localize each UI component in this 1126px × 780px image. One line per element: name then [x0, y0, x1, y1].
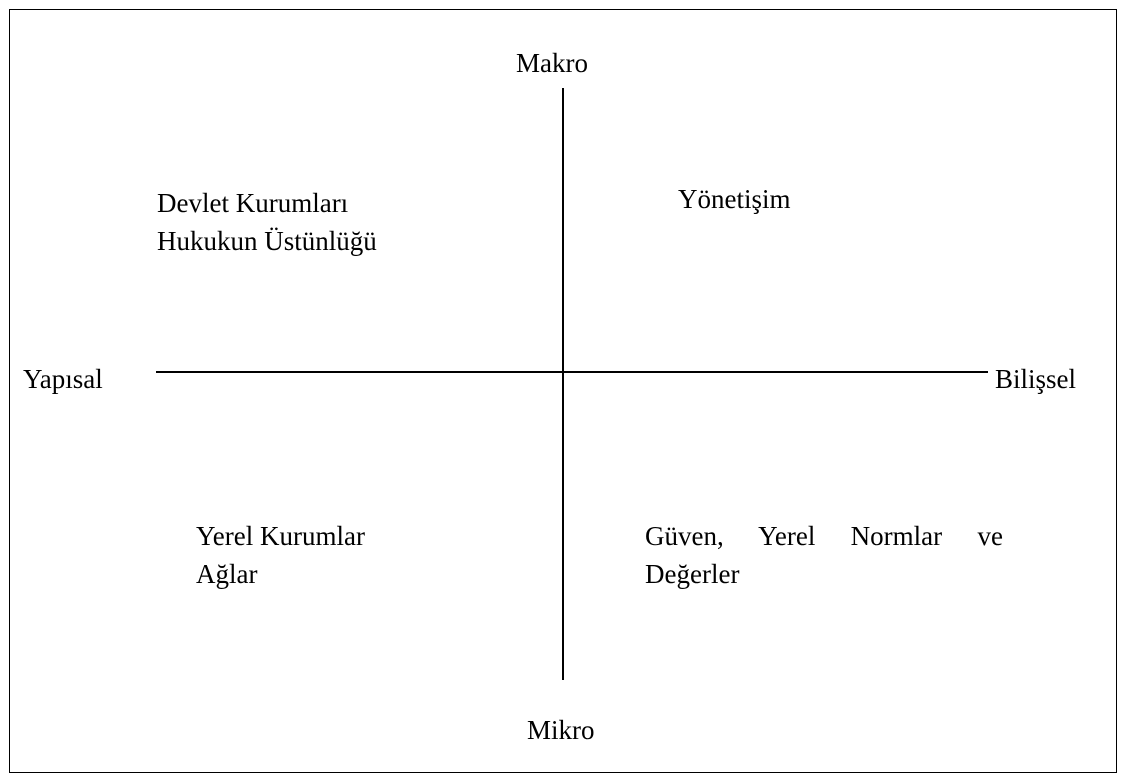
quadrant-bottom-left-line-1: Yerel Kurumlar	[196, 521, 365, 551]
axis-label-top: Makro	[516, 48, 588, 78]
quadrant-bottom-right	[645, 517, 1003, 593]
vertical-axis-line	[562, 88, 564, 680]
quadrant-top-left-line-2: Hukukun Üstünlüğü	[157, 226, 377, 256]
quadrant-top-right-line-1: Yönetişim	[678, 184, 791, 214]
quadrant-top-left-line-1: Devlet Kurumları	[157, 188, 349, 218]
quadrant-bottom-right-line-1: Güven, Yerel Normlar ve	[645, 521, 1003, 551]
axis-label-bottom: Mikro	[527, 715, 595, 745]
axis-label-left: Yapısal	[23, 364, 103, 394]
quadrant-bottom-right-line-2: Değerler	[645, 559, 740, 589]
horizontal-axis-line	[156, 371, 988, 373]
axis-label-right: Bilişsel	[995, 364, 1077, 394]
quadrant-top-left	[157, 184, 377, 260]
quadrant-top-right	[678, 180, 791, 218]
quadrant-bottom-left-line-2: Ağlar	[196, 559, 258, 589]
quadrant-bottom-left	[196, 517, 365, 593]
